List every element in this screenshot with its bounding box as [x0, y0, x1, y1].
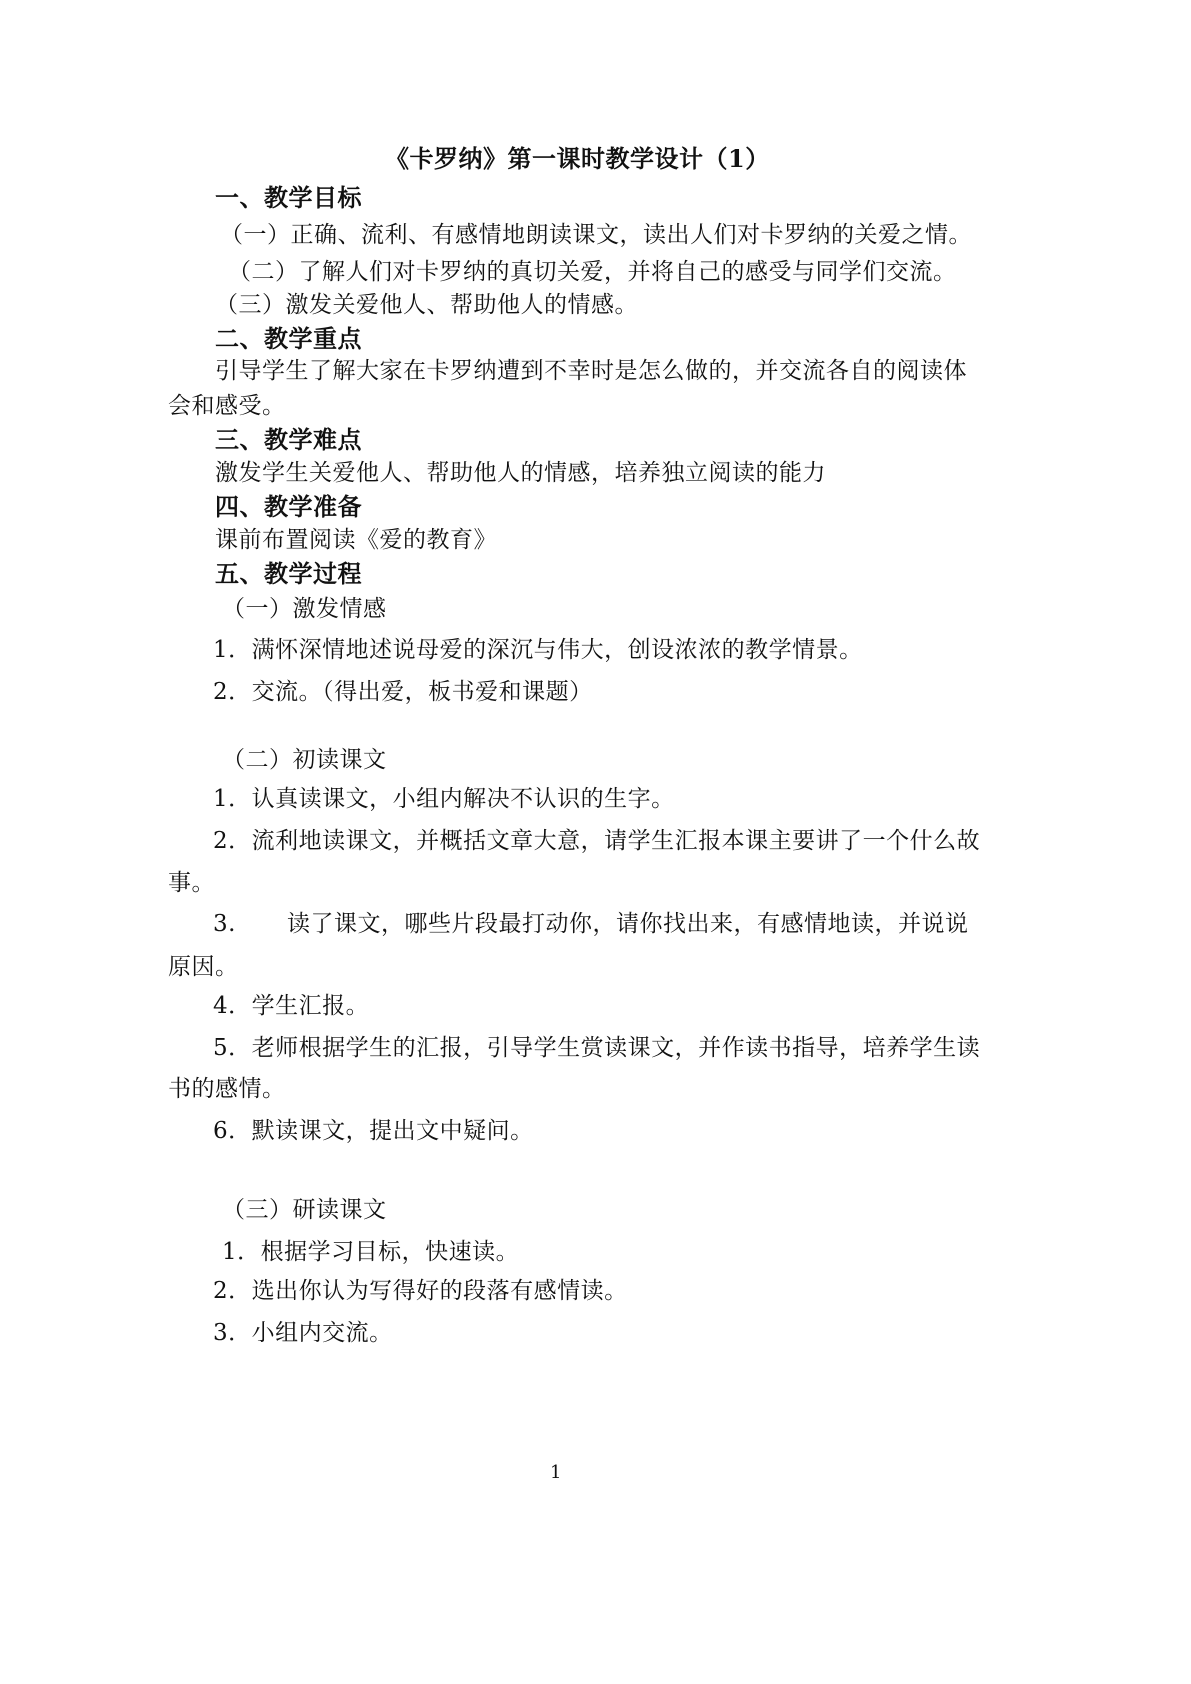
process-part1-item-2: 2．交流。（得出爱，板书爱和课题） — [213, 679, 593, 705]
process-part2-item-3-line-2: 原因。 — [168, 954, 239, 980]
process-part2-item-4: 4．学生汇报。 — [213, 993, 370, 1019]
process-part2-item-2-line-1: 2．流利地读课文，并概括文章大意，请学生汇报本课主要讲了一个什么故 — [213, 828, 981, 854]
process-part2-item-3-line-1: 读了课文，哪些片段最打动你，请你找出来，有感情地读，并说说 — [287, 911, 969, 937]
process-part3-item-2: 2．选出你认为写得好的段落有感情读。 — [213, 1278, 628, 1304]
process-part1-title: （一）激发情感 — [222, 596, 387, 622]
process-part3-title: （三）研读课文 — [222, 1197, 387, 1223]
goal-item-1: （一）正确、流利、有感情地朗读课文，读出人们对卡罗纳的关爱之情。 — [220, 222, 972, 248]
goal-item-2: （二）了解人们对卡罗纳的真切关爱，并将自己的感受与同学们交流。 — [228, 259, 957, 285]
difficulty-text: 激发学生关爱他人、帮助他人的情感，培养独立阅读的能力 — [215, 460, 826, 486]
process-part2-item-1: 1．认真读课文，小组内解决不认识的生字。 — [213, 786, 675, 812]
focus-text-line-2: 会和感受。 — [168, 393, 286, 419]
process-part2-item-2-line-2: 事。 — [168, 870, 215, 896]
page-title: 《卡罗纳》第一课时教学设计（1） — [385, 144, 770, 173]
page-number: 1 — [550, 1462, 562, 1483]
process-part1-item-1: 1．满怀深情地述说母爱的深沉与伟大，创设浓浓的教学情景。 — [213, 637, 863, 663]
section-heading-preparation: 四、教学准备 — [215, 492, 362, 521]
process-part2-item-3-number: 3. — [213, 911, 236, 937]
section-heading-difficulty: 三、教学难点 — [215, 425, 362, 454]
section-heading-process: 五、教学过程 — [215, 559, 362, 588]
preparation-text: 课前布置阅读《爱的教育》 — [215, 527, 497, 553]
goal-item-3: （三）激发关爱他人、帮助他人的情感。 — [215, 292, 638, 318]
focus-text-line-1: 引导学生了解大家在卡罗纳遭到不幸时是怎么做的，并交流各自的阅读体 — [215, 358, 967, 384]
section-heading-focus: 二、教学重点 — [215, 324, 362, 353]
process-part3-item-3: 3．小组内交流。 — [213, 1320, 393, 1346]
process-part3-item-1: 1．根据学习目标，快速读。 — [222, 1239, 520, 1265]
process-part2-item-5-line-2: 书的感情。 — [168, 1076, 286, 1102]
section-heading-goals: 一、教学目标 — [215, 183, 362, 212]
process-part2-title: （二）初读课文 — [222, 747, 387, 773]
process-part2-item-5-line-1: 5．老师根据学生的汇报，引导学生赏读课文，并作读书指导，培养学生读 — [213, 1035, 981, 1061]
process-part2-item-6: 6．默读课文，提出文中疑问。 — [213, 1118, 534, 1144]
